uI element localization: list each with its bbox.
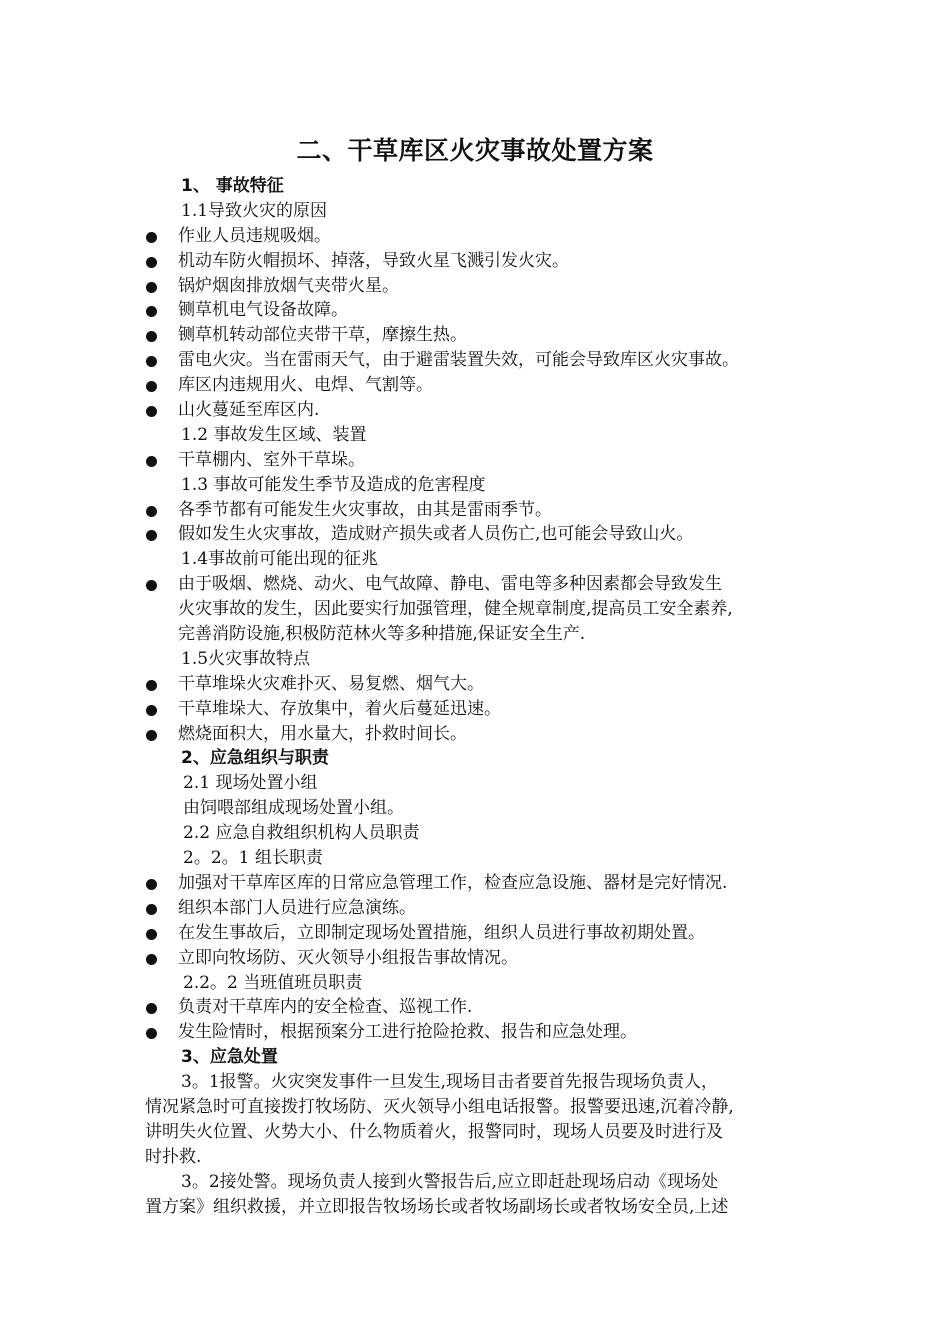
line-text: 完善消防设施,积极防范林火等多种措施,保证安全生产.: [178, 624, 586, 645]
bullet-dot-icon: [146, 257, 157, 268]
bullet-item: [0, 672, 950, 697]
bullet-dot-icon: [146, 680, 157, 691]
bullet-item: [0, 697, 950, 722]
subsection-line: [0, 796, 950, 821]
paragraph-continuation: [0, 1095, 950, 1120]
subsection-heading: [0, 423, 950, 448]
line-text: 2.1 现场处置小组: [183, 773, 318, 794]
bullet-dot-icon: [146, 929, 157, 940]
bullet-item: [0, 871, 950, 896]
paragraph-line: [0, 1070, 950, 1095]
line-text: 各季节都有可能发生火灾事故，由其是雷雨季节。: [178, 499, 552, 520]
line-text: 燃烧面积大，用水量大，扑救时间长。: [178, 723, 467, 744]
bullet-item: [0, 896, 950, 921]
bullet-dot-icon: [146, 506, 157, 517]
line-text: 讲明失火位置、火势大小、什么物质着火，报警同时，现场人员要及时进行及: [145, 1121, 723, 1142]
paragraph-continuation: [0, 1145, 950, 1170]
document-body: [0, 174, 950, 1219]
bullet-item: [0, 348, 950, 373]
bullet-item: [0, 373, 950, 398]
line-text: 2。2。1 组长职责: [183, 848, 323, 869]
line-text: 火灾事故的发生，因此要实行加强管理，健全规章制度,提高员工安全素养,: [178, 599, 733, 620]
line-text: 由饲喂部组成现场处置小组。: [183, 798, 404, 819]
line-text: 锅炉烟囱排放烟气夹带火星。: [178, 275, 399, 296]
bullet-item: [0, 1020, 950, 1045]
line-text: 加强对干草库区库的日常应急管理工作，检查应急设施、器材是完好情况.: [178, 872, 728, 893]
bullet-dot-icon: [146, 705, 157, 716]
line-text: 假如发生火灾事故，造成财产损失或者人员伤亡,也可能会导致山火。: [178, 524, 694, 545]
bullet-dot-icon: [146, 356, 157, 367]
line-text: 时扑救.: [145, 1146, 202, 1167]
bullet-dot-icon: [146, 456, 157, 467]
subsection-heading: [0, 647, 950, 672]
line-text: 在发生事故后，立即制定现场处置措施，组织人员进行事故初期处置。: [178, 922, 705, 943]
line-text: 3、应急处置: [181, 1047, 278, 1068]
bullet-item: [0, 572, 950, 597]
line-text: 1.2 事故发生区域、装置: [181, 424, 367, 445]
line-text: 干草棚内、室外干草垛。: [178, 449, 365, 470]
bullet-item: [0, 522, 950, 547]
line-text: 3。1报警。火灾突发事件一旦发生,现场目击者要首先报告现场负责人，: [181, 1072, 719, 1093]
bullet-item: [0, 323, 950, 348]
line-text: 2.2。2 当班值班员职责: [183, 972, 363, 993]
line-text: 雷电火灾。当在雷雨天气，由于避雷装置失效，可能会导致库区火灾事故。: [178, 350, 739, 371]
subsection-heading: [0, 199, 950, 224]
line-text: 2.2 应急自救组织机构人员职责: [183, 823, 420, 844]
line-text: 置方案》组织救援，并立即报告牧场场长或者牧场副场长或者牧场安全员,上述: [145, 1196, 729, 1217]
paragraph-line: [0, 1170, 950, 1195]
bullet-item: [0, 298, 950, 323]
bullet-continuation: [0, 597, 950, 622]
bullet-dot-icon: [146, 331, 157, 342]
bullet-item: [0, 274, 950, 299]
subsection-line: [0, 971, 950, 996]
line-text: 干草堆垛火灾难扑灭、易复燃、烟气大。: [178, 673, 484, 694]
bullet-dot-icon: [146, 1028, 157, 1039]
line-text: 干草堆垛大、存放集中，着火后蔓延迅速。: [178, 698, 501, 719]
bullet-item: [0, 498, 950, 523]
line-text: 铡草机转动部位夹带干草，摩擦生热。: [178, 325, 467, 346]
bullet-dot-icon: [146, 730, 157, 741]
bullet-dot-icon: [146, 954, 157, 965]
bullet-dot-icon: [146, 381, 157, 392]
line-text: 1.1导致火灾的原因: [181, 200, 328, 221]
section-heading: [0, 1045, 950, 1070]
line-text: 1.5火灾事故特点: [181, 648, 311, 669]
line-text: 库区内违规用火、电焊、气割等。: [178, 375, 433, 396]
bullet-item: [0, 722, 950, 747]
paragraph-continuation: [0, 1120, 950, 1145]
line-text: 发生险情时，根据预案分工进行抢险抢救、报告和应急处理。: [178, 1022, 637, 1043]
bullet-item: [0, 448, 950, 473]
bullet-continuation: [0, 622, 950, 647]
bullet-dot-icon: [146, 406, 157, 417]
bullet-dot-icon: [146, 904, 157, 915]
line-text: 由于吸烟、燃烧、动火、电气故障、静电、雷电等多种因素都会导致发生: [178, 574, 722, 595]
line-text: 作业人员违规吸烟。: [178, 225, 331, 246]
line-text: 立即向牧场防、灭火领导小组报告事故情况。: [178, 947, 518, 968]
line-text: 1、 事故特征: [181, 176, 284, 196]
subsection-heading: [0, 547, 950, 572]
bullet-item: [0, 995, 950, 1020]
line-text: 2、应急组织与职责: [181, 748, 329, 769]
line-text: 1.4事故前可能出现的征兆: [181, 549, 379, 570]
bullet-item: [0, 249, 950, 274]
subsection-line: [0, 821, 950, 846]
line-text: 山火蔓延至库区内.: [178, 400, 320, 421]
bullet-dot-icon: [146, 232, 157, 243]
bullet-dot-icon: [146, 530, 157, 541]
section-heading: [0, 746, 950, 771]
subsection-line: [0, 846, 950, 871]
line-text: 组织本部门人员进行应急演练。: [178, 897, 416, 918]
line-text: 情况紧急时可直接拨打牧场防、灭火领导小组电话报警。报警要迅速,沉着冷静,: [145, 1096, 734, 1117]
paragraph-continuation: [0, 1195, 950, 1220]
line-text: 铡草机电气设备故障。: [178, 300, 348, 321]
subsection-heading: [0, 473, 950, 498]
bullet-item: [0, 224, 950, 249]
line-text: 机动车防火帽损坏、掉落，导致火星飞溅引发火灾。: [178, 250, 569, 271]
section-heading: [0, 174, 950, 199]
bullet-item: [0, 946, 950, 971]
document-title: 二、干草库区火灾事故处置方案: [296, 136, 654, 165]
bullet-dot-icon: [146, 879, 157, 890]
subsection-line: [0, 771, 950, 796]
line-text: 1.3 事故可能发生季节及造成的危害程度: [181, 474, 486, 495]
line-text: 3。2接处警。现场负责人接到火警报告后,应立即赶赴现场启动《现场处: [181, 1171, 719, 1192]
bullet-dot-icon: [146, 1003, 157, 1014]
line-text: 负责对干草库内的安全检查、巡视工作.: [178, 997, 473, 1018]
bullet-item: [0, 398, 950, 423]
bullet-dot-icon: [146, 580, 157, 591]
bullet-dot-icon: [146, 282, 157, 293]
bullet-dot-icon: [146, 306, 157, 317]
bullet-item: [0, 921, 950, 946]
